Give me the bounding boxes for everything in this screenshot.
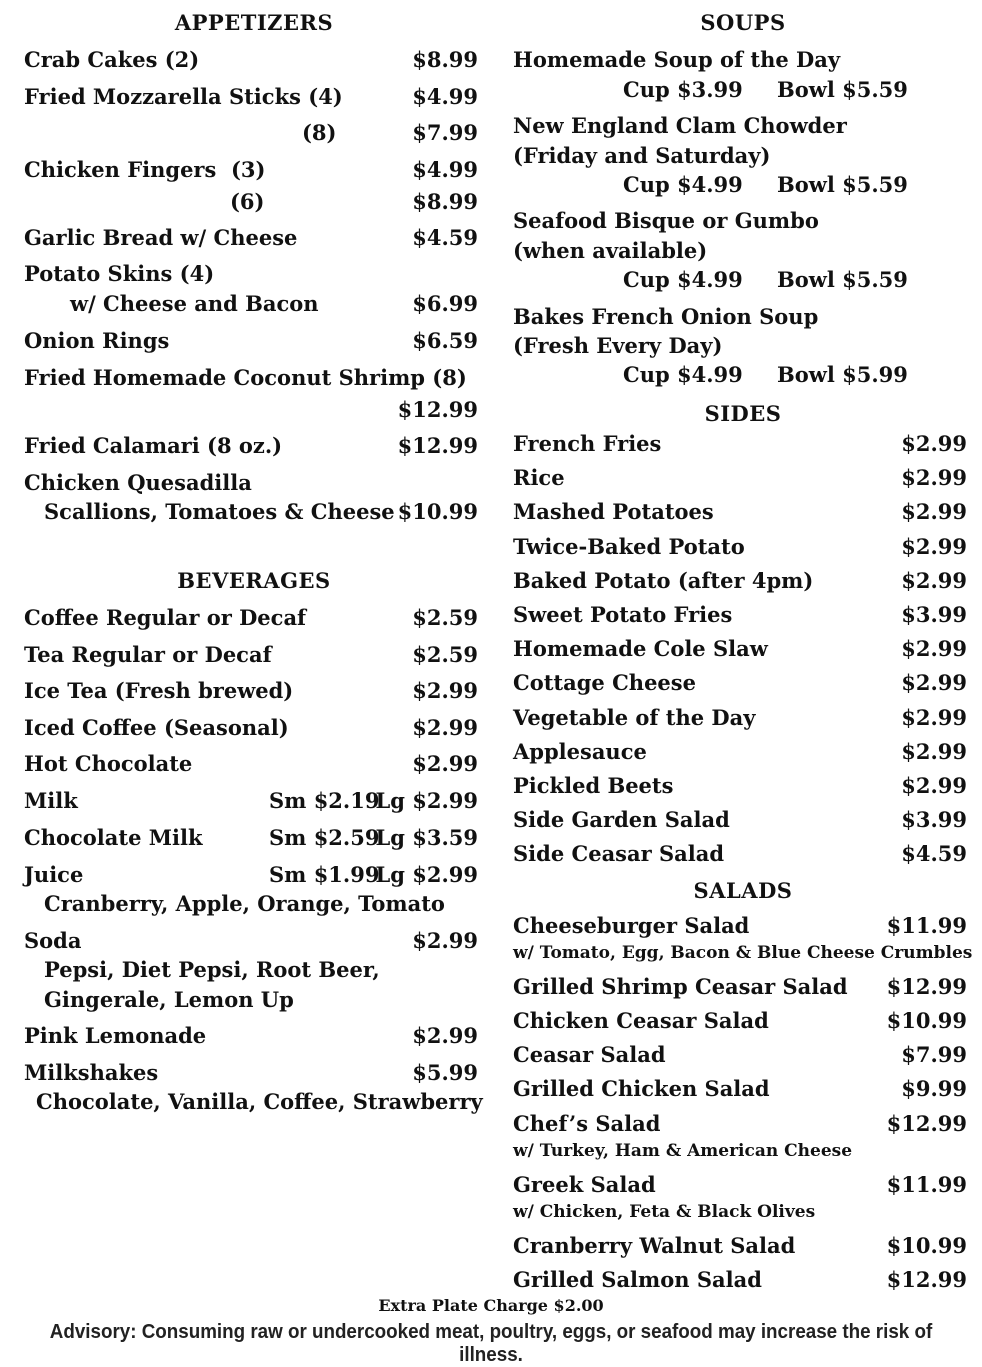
advisory-notice: Advisory: Consuming raw or undercooked meat, poultry, eggs, or seafood may increase the risk of illness. bbox=[49, 1321, 933, 1366]
appetizers-heading: APPETIZERS bbox=[174, 10, 334, 35]
sides-heading: SIDES bbox=[704, 401, 782, 426]
beverages-heading: BEVERAGES bbox=[177, 568, 331, 593]
extra-plate-charge: Extra Plate Charge $2.00 bbox=[378, 1296, 604, 1315]
salads-heading: SALADS bbox=[693, 878, 793, 903]
soups-heading: SOUPS bbox=[700, 10, 786, 35]
